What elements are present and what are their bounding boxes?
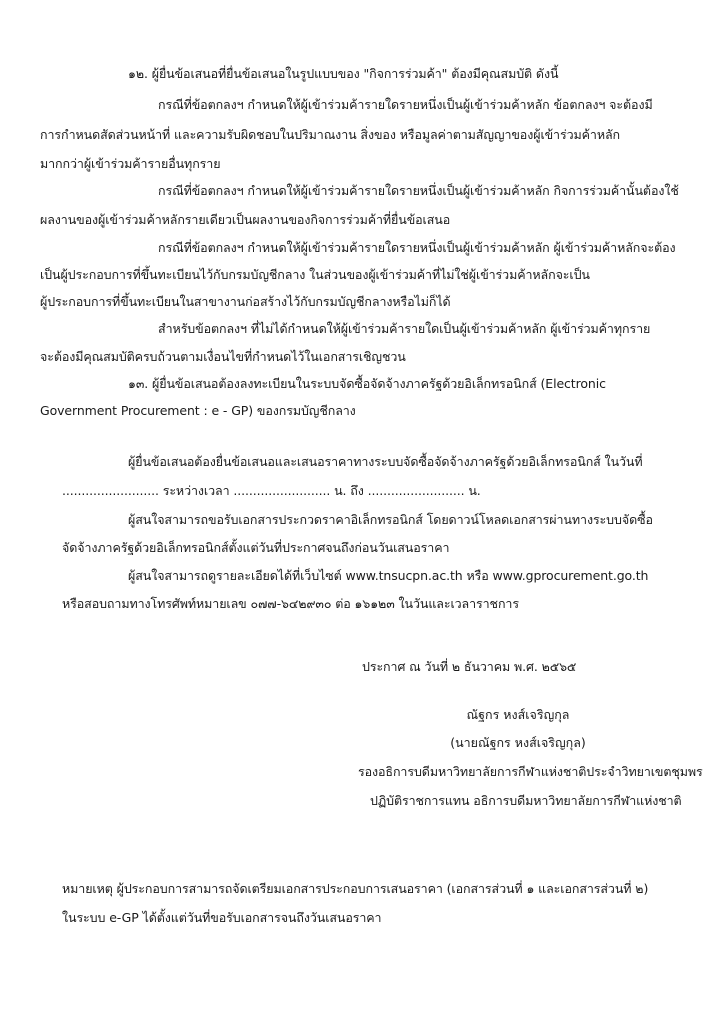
signature-position: รองอธิการบดีมหาวิทยาลัยการกีฬาแห่งชาติประจำวิทยาเขตชุมพร: [358, 764, 703, 779]
clause-12-p2-line1: กรณีที่ข้อตกลงฯ กำหนดให้ผู้เข้าร่วมค้ารายใดรายหนึ่งเป็นผู้เข้าร่วมค้าหลัก กิจการร่วมค้านั้นต้องใช้: [158, 183, 679, 198]
signature-full-name: (นายณัฐกร หงส์เจริญกุล): [450, 735, 586, 750]
clause-12-p2-line2: ผลงานของผู้เข้าร่วมค้าหลักรายเดียวเป็นผลงานของกิจการร่วมค้าที่ยื่นข้อเสนอ: [40, 212, 451, 227]
clause-12-p1-line1: กรณีที่ข้อตกลงฯ กำหนดให้ผู้เข้าร่วมค้ารายใดรายหนึ่งเป็นผู้เข้าร่วมค้าหลัก ข้อตกลงฯ จะต้องมี: [158, 97, 653, 112]
clause-12-p3-line3: ผู้ประกอบการที่ขึ้นทะเบียนในสาขางานก่อสร้างไว้กับกรมบัญชีกลางหรือไม่ก็ได้: [40, 294, 451, 309]
clause-12-p3-line1: กรณีที่ข้อตกลงฯ กำหนดให้ผู้เข้าร่วมค้ารายใดรายหนึ่งเป็นผู้เข้าร่วมค้าหลัก ผู้เข้าร่วมค้าหลักจะต้อง: [158, 240, 676, 255]
clause-12-heading: ๑๒. ผู้ยื่นข้อเสนอที่ยื่นข้อเสนอในรูปแบบของ "กิจการร่วมค้า" ต้องมีคุณสมบัติ ดังนี้: [128, 66, 559, 81]
contact-line2: หรือสอบถามทางโทรศัพท์หมายเลข ๐๗๗-๖๔๒๙๓๐ ต่อ ๑๖๑๒๓ ในวันและเวลาราชการ: [62, 596, 519, 611]
clause-12-p4-line2: จะต้องมีคุณสมบัติครบถ้วนตามเงื่อนไขที่กำหนดไว้ในเอกสารเชิญชวน: [40, 349, 406, 364]
clause-13-line2: Government Procurement : e - GP) ของกรมบัญชีกลาง: [40, 403, 356, 418]
signature-acting: ปฏิบัติราชการแทน อธิการบดีมหาวิทยาลัยการกีฬาแห่งชาติ: [370, 793, 682, 808]
clause-12-p1-line3: มากกว่าผู้เข้าร่วมค้ารายอื่นทุกราย: [40, 156, 221, 171]
submission-line1: ผู้ยื่นข้อเสนอต้องยื่นข้อเสนอและเสนอราคาทางระบบจัดซื้อจัดจ้างภาครัฐด้วยอิเล็กทรอนิกส์ ในวันที่: [128, 454, 643, 469]
note-line2: ในระบบ e-GP ได้ตั้งแต่วันที่ขอรับเอกสารจนถึงวันเสนอราคา: [62, 910, 382, 925]
signature-signed-name: ณัฐกร หงส์เจริญกุล: [466, 707, 570, 722]
download-line1: ผู้สนใจสามารถขอรับเอกสารประกวดราคาอิเล็กทรอนิกส์ โดยดาวน์โหลดเอกสารผ่านทางระบบจัดซื้อ: [128, 512, 653, 527]
submission-line2: ......................... ระหว่างเวลา ......................... น. ถึง ......................... น.: [62, 483, 481, 498]
clause-12-p3-line2: เป็นผู้ประกอบการที่ขึ้นทะเบียนไว้กับกรมบัญชีกลาง ในส่วนของผู้เข้าร่วมค้าที่ไม่ใช่ผู้เข้าร่วมค้าหลักจะเป็น: [40, 267, 590, 282]
announcement-date: ประกาศ ณ วันที่ ๒ ธันวาคม พ.ศ. ๒๕๖๕: [362, 659, 577, 674]
contact-line1: ผู้สนใจสามารถดูรายละเอียดได้ที่เว็บไซต์ www.tnsucpn.ac.th หรือ www.gprocurement.go.th: [128, 568, 649, 583]
note-line1: หมายเหตุ ผู้ประกอบการสามารถจัดเตรียมเอกสารประกอบการเสนอราคา (เอกสารส่วนที่ ๑ และเอกสารส่วนที่ ๒): [62, 881, 649, 896]
download-line2: จัดจ้างภาครัฐด้วยอิเล็กทรอนิกส์ตั้งแต่วันที่ประกาศจนถึงก่อนวันเสนอราคา: [62, 540, 450, 555]
clause-12-p1-line2: การกำหนดสัดส่วนหน้าที่ และความรับผิดชอบในปริมาณงาน สิ่งของ หรือมูลค่าตามสัญญาของผู้เข้าร่วมค้าหลัก: [40, 127, 620, 142]
clause-13-line1: ๑๓. ผู้ยื่นข้อเสนอต้องลงทะเบียนในระบบจัดซื้อจัดจ้างภาครัฐด้วยอิเล็กทรอนิกส์ (Electronic: [128, 376, 606, 391]
clause-12-p4-line1: สำหรับข้อตกลงฯ ที่ไม่ได้กำหนดให้ผู้เข้าร่วมค้ารายใดเป็นผู้เข้าร่วมค้าหลัก ผู้เข้าร่วมค้าทุกราย: [158, 321, 651, 336]
